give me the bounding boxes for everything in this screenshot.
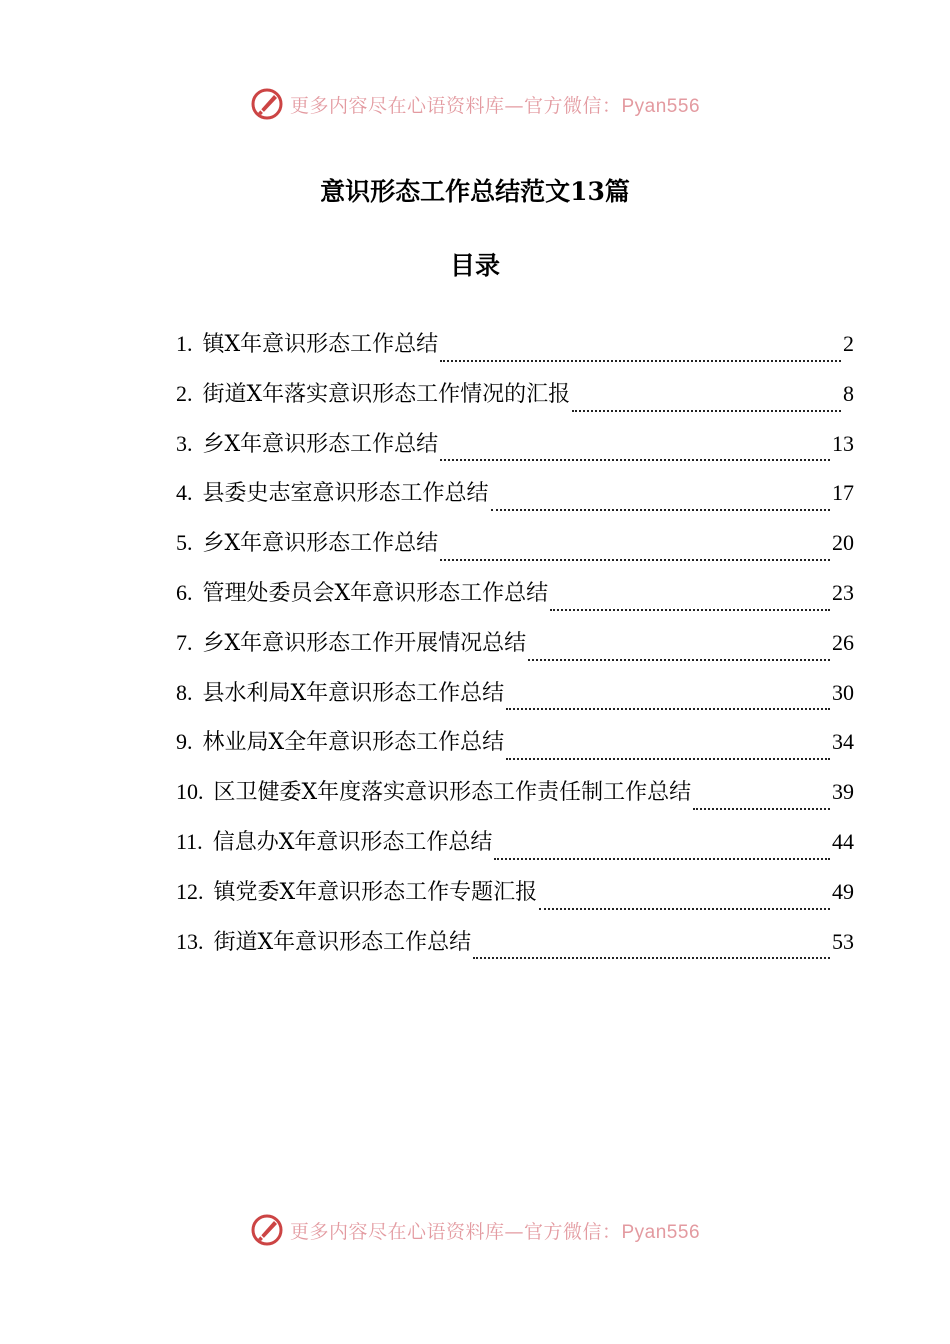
toc-entry-title[interactable]: 镇党委X年意识形态工作专题汇报 bbox=[213, 879, 538, 905]
toc-entry-number: 10. bbox=[176, 779, 204, 805]
toc-entry-title[interactable]: 管理处委员会X年意识形态工作总结 bbox=[202, 580, 549, 606]
toc-entry-page: 34 bbox=[832, 729, 854, 755]
toc-entry-title[interactable]: 乡X年意识形态工作总结 bbox=[202, 431, 439, 457]
toc-entry-number: 2. bbox=[176, 380, 193, 406]
toc-entry-number: 12. bbox=[176, 878, 204, 904]
toc-entry-number: 7. bbox=[176, 629, 193, 655]
toc-entry-title[interactable]: 区卫健委X年度落实意识形态工作责任制工作总结 bbox=[213, 780, 692, 806]
toc-entry-title[interactable]: 街道X年落实意识形态工作情况的汇报 bbox=[202, 381, 571, 407]
toc-dot-leader bbox=[506, 757, 830, 760]
toc-entry-title[interactable]: 县水利局X年意识形态工作总结 bbox=[202, 680, 505, 706]
toc-entry-title[interactable]: 乡X年意识形态工作开展情况总结 bbox=[202, 630, 527, 656]
document-title: 意识形态工作总结范文13篇 bbox=[320, 177, 630, 206]
toc-entry-page: 8 bbox=[843, 380, 854, 406]
toc-entry-page: 13 bbox=[832, 430, 854, 456]
toc-entry-page: 17 bbox=[832, 480, 854, 506]
toc-entry-title[interactable]: 街道X年意识形态工作总结 bbox=[213, 929, 472, 955]
toc-entry[interactable] bbox=[176, 573, 854, 623]
toc-entry-page: 44 bbox=[832, 828, 854, 854]
toc-entry[interactable] bbox=[176, 374, 854, 424]
toc-dot-leader bbox=[440, 458, 830, 461]
toc-entry-page: 30 bbox=[832, 679, 854, 705]
toc-entry[interactable] bbox=[176, 922, 854, 972]
toc-entry[interactable] bbox=[176, 324, 854, 374]
toc-entry[interactable] bbox=[176, 673, 854, 723]
toc-entry-number: 9. bbox=[176, 729, 193, 755]
toc-dot-leader bbox=[528, 658, 830, 661]
toc-entry-number: 5. bbox=[176, 530, 193, 556]
toc-dot-leader bbox=[693, 807, 830, 810]
watermark-wechat-id: Pyan556 bbox=[621, 1221, 701, 1243]
watermark-wechat-id: Pyan556 bbox=[621, 95, 701, 117]
toc-entry-title[interactable]: 县委史志室意识形态工作总结 bbox=[202, 481, 489, 507]
toc-entry-number: 1. bbox=[176, 331, 193, 356]
toc-entry-page: 53 bbox=[832, 928, 854, 954]
toc-heading: 目录 bbox=[449, 251, 500, 280]
toc-dot-leader bbox=[572, 409, 841, 412]
toc-entry-number: 13. bbox=[176, 928, 204, 954]
toc-entry-title[interactable]: 信息办X年意识形态工作总结 bbox=[212, 829, 493, 855]
watermark-text: 更多内容尽在心语资料库—官方微信：Pyan556 bbox=[289, 94, 701, 117]
toc-entry-number: 8. bbox=[176, 679, 193, 705]
toc-entry[interactable] bbox=[176, 623, 854, 673]
table-of-contents bbox=[176, 324, 854, 971]
toc-entry-number: 6. bbox=[176, 579, 193, 605]
toc-entry[interactable] bbox=[176, 722, 854, 772]
toc-entry[interactable] bbox=[176, 523, 854, 573]
quill-logo-icon bbox=[250, 87, 284, 121]
toc-entry-page: 39 bbox=[832, 779, 854, 805]
toc-dot-leader bbox=[539, 907, 830, 910]
toc-dot-leader bbox=[440, 359, 841, 362]
toc-dot-leader bbox=[473, 956, 830, 959]
toc-dot-leader bbox=[550, 608, 830, 611]
toc-dot-leader bbox=[494, 857, 830, 860]
toc-entry-number: 3. bbox=[176, 430, 193, 456]
toc-entry-page: 20 bbox=[832, 530, 854, 556]
watermark-text: 更多内容尽在心语资料库—官方微信：Pyan556 bbox=[289, 1220, 701, 1243]
toc-entry-page: 2 bbox=[843, 331, 854, 356]
toc-dot-leader bbox=[440, 558, 830, 561]
toc-entry-title[interactable]: 乡X年意识形态工作总结 bbox=[202, 531, 439, 557]
toc-dot-leader bbox=[491, 508, 830, 511]
toc-entry[interactable] bbox=[176, 822, 854, 872]
toc-entry-title[interactable]: 林业局X全年意识形态工作总结 bbox=[202, 730, 505, 756]
toc-entry[interactable] bbox=[176, 772, 854, 822]
toc-entry[interactable] bbox=[176, 473, 854, 523]
toc-entry-page: 23 bbox=[832, 579, 854, 605]
toc-dot-leader bbox=[506, 707, 830, 710]
watermark-header bbox=[0, 82, 950, 126]
toc-entry-number: 11. bbox=[176, 828, 203, 854]
toc-entry-number: 4. bbox=[176, 480, 193, 506]
toc-entry-page: 49 bbox=[832, 878, 854, 904]
toc-entry-page: 26 bbox=[832, 629, 854, 655]
toc-entry[interactable] bbox=[176, 872, 854, 922]
toc-entry[interactable] bbox=[176, 424, 854, 474]
quill-logo-icon bbox=[250, 1213, 284, 1247]
toc-entry-title[interactable]: 镇X年意识形态工作总结 bbox=[202, 332, 439, 357]
watermark-footer bbox=[0, 1208, 950, 1252]
